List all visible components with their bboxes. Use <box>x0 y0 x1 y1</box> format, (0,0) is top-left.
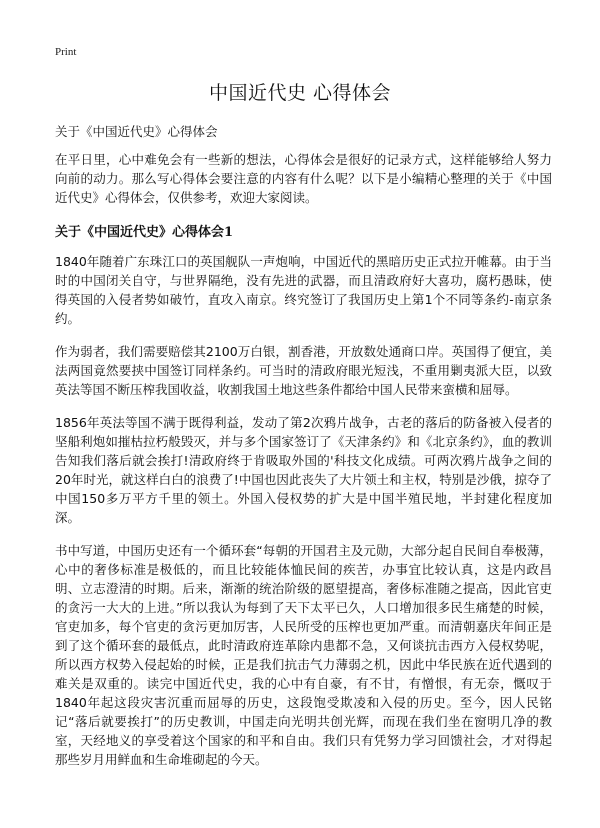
print-link[interactable]: Print <box>55 46 77 58</box>
body-paragraph-3: 1856年英法等国不满于既得利益，发动了第2次鸦片战争，古老的落后的防备被入侵者的坚船利炮如摧枯拉朽般毁灭，并与多个国家签订了《天津条约》和《北京条约》，血的教训告知我们落后就会挨打!清政府终于肯吸取外国的'科技文化成绩。可两次鸦片战争之间的20年时光，就这样白白的浪费了!中国也因此丧失了大片领土和主权，特别是沙俄，掠夺了中国150多万平方千里的领土。外国入侵权势的扩大是中国半殖民地，半封建化程度加深。 <box>55 415 552 525</box>
document-subtitle: 关于《中国近代史》心得体会 <box>55 124 218 139</box>
section-heading: 关于《中国近代史》心得体会1 <box>55 225 234 240</box>
body-paragraph-2: 作为弱者，我们需要赔偿其2100万白银，割香港，开放数处通商口岸。英国得了便宜，美法两国竟然要挟中国签订同样条约。可当时的清政府眼光短浅，不重用剿夷派大臣，以致英法等国不断压榨我国收益，收割我国土地这些条件都给中国人民带来蛮横和屈辱。 <box>55 344 552 397</box>
body-paragraph-4: 书中写道，中国历史还有一个循环套“每朝的开国君主及元勋，大部分起自民间自奉极薄，心中的奢侈标准是极低的，而且比较能体恤民间的疾苦，办事宜比较认真，这是内政昌明、立志澄清的时期。后来，渐渐的统治阶级的愿望提高，奢侈标准随之提高，因此官吏的贪污一大大的上进。”所以我认为每到了天下太平已久，人口增加很多民生痛楚的时候，官吏加多，每个官吏的贪污更加厉害，人民所受的压榨也更加严重。而清朝嘉庆年间正是到了这个循环套的最低点，此时清政府连革除内患都不急，又何谈抗击西方入侵权势呢，所以西方权势入侵起始的时候，正是我们抗击气力薄弱之机，因此中华民族在近代遇到的难关是双重的。读完中国近代史，我的心中有自豪，有不甘，有憎恨，有无奈，慨叹于1840年起这段灾害沉重而屈辱的历史，这段饱受欺凌和入侵的历史。至今，因人民铭记“落后就要挨打”的历史教训，中国走向光明共创光辉，而现在我们坐在窗明几净的教室，天经地义的享受着这个国家的和平和自由。我们只有凭努力学习回馈社会，才对得起那些岁月用鲜血和生命堆砌起的今天。 <box>55 543 552 767</box>
intro-paragraph: 在平日里，心中难免会有一些新的想法，心得体会是很好的记录方式，这样能够给人努力向前的动力。那么写心得体会要注意的内容有什么呢？以下是小编精心整理的关于《中国近代史》心得体会，仅供参考，欢迎大家阅读。 <box>55 152 552 205</box>
page-title: 中国近代史 心得体会 <box>208 82 392 104</box>
body-paragraph-1: 1840年随着广东珠江口的英国舰队一声炮响，中国近代的黑暗历史正式拉开帷幕。由于当时的中国闭关自守，与世界隔绝，没有先进的武器，而且清政府好大喜功，腐朽愚昧，使得英国的入侵者势如破竹，直攻入南京。终究签订了我国历史上第1个不同等条约-南京条约。 <box>55 254 552 326</box>
document-body <box>55 150 552 783</box>
